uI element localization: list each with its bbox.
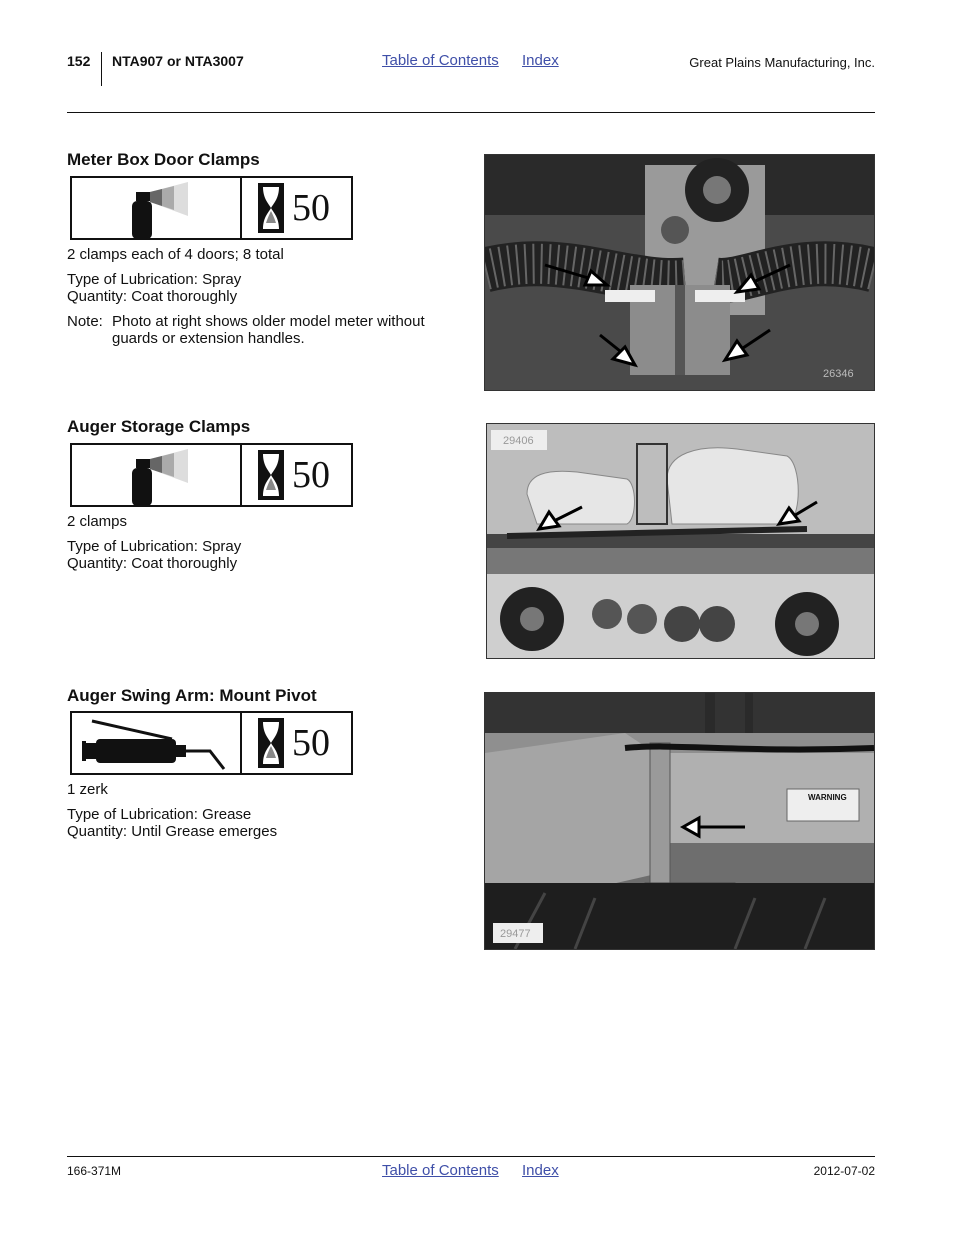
lube-type: Type of Lubrication: Grease bbox=[67, 806, 252, 823]
photo-ref-number: 26346 bbox=[823, 368, 854, 380]
photo-ref-number: 29406 bbox=[503, 435, 534, 447]
model-title: NTA907 or NTA3007 bbox=[112, 53, 244, 69]
page-number: 152 bbox=[67, 53, 91, 69]
interval-hours: 50 bbox=[292, 187, 330, 229]
interval-cell bbox=[242, 445, 351, 505]
footer-toc-link[interactable]: Table of Contents bbox=[382, 1162, 499, 1179]
note-label: Note: bbox=[67, 313, 103, 330]
spray-can-icon bbox=[72, 445, 242, 505]
lube-point-count: 2 clamps bbox=[67, 513, 128, 530]
header-toc-link[interactable]: Table of Contents bbox=[382, 52, 499, 69]
photo-ref-number: 29477 bbox=[500, 928, 531, 940]
doc-code: 166-371M bbox=[67, 1164, 122, 1178]
section-title-auger-storage: Auger Storage Clamps bbox=[67, 417, 251, 436]
lube-icon-box-meter-box bbox=[70, 176, 353, 240]
interval-hours: 50 bbox=[292, 454, 330, 496]
doc-date: 2012-07-02 bbox=[813, 1164, 875, 1178]
section-title-swing-arm: Auger Swing Arm: Mount Pivot bbox=[67, 686, 317, 705]
interval-cell bbox=[242, 178, 351, 238]
header-divider bbox=[101, 52, 102, 86]
lube-type: Type of Lubrication: Spray bbox=[67, 271, 242, 288]
section-title-meter-box: Meter Box Door Clamps bbox=[67, 150, 260, 169]
lube-quantity: Quantity: Coat thoroughly bbox=[67, 555, 238, 572]
lube-quantity: Quantity: Coat thoroughly bbox=[67, 288, 238, 305]
lube-type: Type of Lubrication: Spray bbox=[67, 538, 242, 555]
lube-quantity: Quantity: Until Grease emerges bbox=[67, 823, 278, 840]
lube-point-count: 2 clamps each of 4 doors; 8 total bbox=[67, 246, 284, 263]
photo-auger-storage bbox=[486, 423, 875, 659]
header-index-link[interactable]: Index bbox=[522, 52, 559, 69]
lube-point-count: 1 zerk bbox=[67, 781, 108, 798]
interval-cell bbox=[242, 713, 351, 773]
hourglass-icon bbox=[258, 183, 284, 233]
warning-decal-text: WARNING bbox=[808, 793, 847, 802]
footer-index-link[interactable]: Index bbox=[522, 1162, 559, 1179]
header-rule bbox=[67, 112, 875, 113]
photo-meter-box bbox=[484, 154, 875, 391]
footer-rule bbox=[67, 1156, 875, 1157]
lube-icon-box-swing-arm bbox=[70, 711, 353, 775]
spray-can-icon bbox=[72, 178, 242, 238]
company-name: Great Plains Manufacturing, Inc. bbox=[689, 55, 875, 70]
interval-hours: 50 bbox=[292, 722, 330, 764]
grease-gun-icon bbox=[72, 713, 242, 773]
hourglass-icon bbox=[258, 450, 284, 500]
photo-swing-arm bbox=[484, 692, 875, 950]
hourglass-icon bbox=[258, 718, 284, 768]
note-text: Photo at right shows older model meter without guards or extension handles. bbox=[112, 313, 425, 347]
lube-icon-box-auger-storage bbox=[70, 443, 353, 507]
